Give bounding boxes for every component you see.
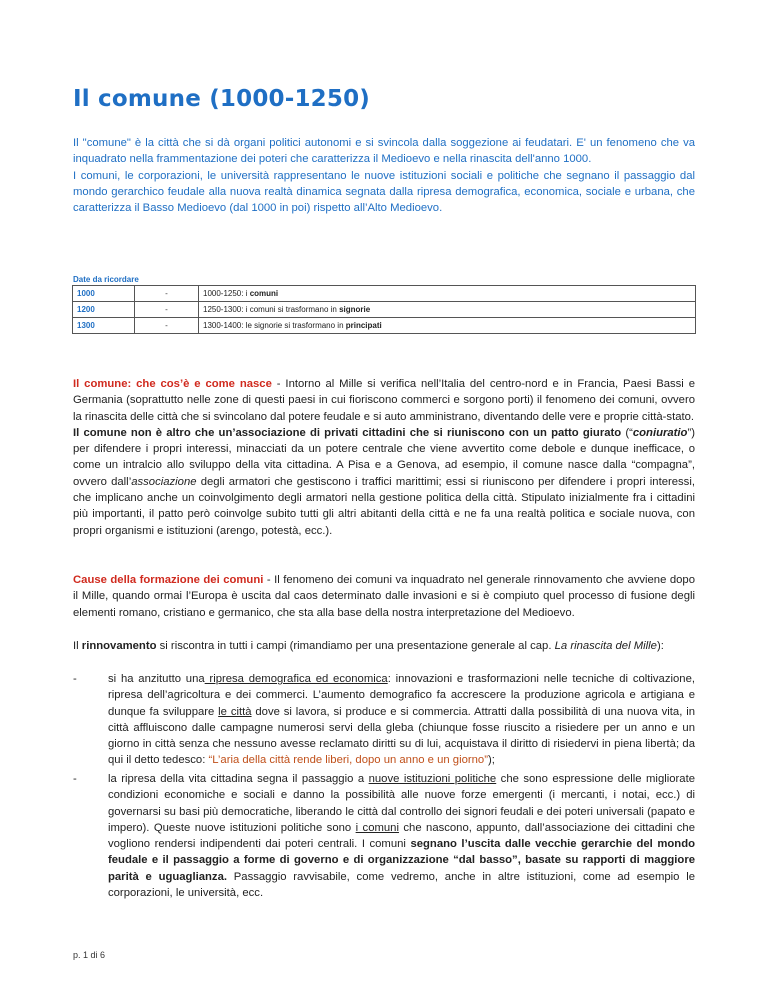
date-description: 1250-1300: i comuni si trasformano in signorie: [199, 302, 696, 318]
section-comune-definition: [73, 376, 695, 539]
bullet-text: si ha anzitutto una ripresa demografica ed economica: innovazioni e trasformazioni nelle tecniche di coltivazione, ripresa dell’agricoltura e dei commerci. L’aumento demografico fa accrescere la produzione agricola e artigiana e dunque fa sviluppare le città dove si lavora, si produce e si commercia. Attratti dalla possibilità di una nuova vita, in città affluiscono dalle campagne numerosi servi della gleba (chiunque fosse riuscito a risiedere per un anno e un giorno in città senza che nessuno avesse reclamato diritti su di lui, acquistava il diritto di risiedervi in piena libertà; da qui il detto tedesco: “L’aria della città rende liberi, dopo un anno e un giorno”);: [108, 673, 695, 767]
date-dash: -: [135, 302, 199, 318]
dates-table: [72, 285, 696, 334]
date-dash: -: [135, 318, 199, 334]
date-year: 1300: [73, 318, 135, 334]
section-paragraph: Il rinnovamento si riscontra in tutti i campi (rimandiamo per una presentazione generale al cap. La rinascita del Mille):: [73, 640, 664, 652]
bullet-text: la ripresa della vita cittadina segna il passaggio a nuove istituzioni politiche che sono espressione delle migliorate condizioni economiche e sociali e danno la possibilità alle nuove forze emergenti (i mercanti, i notai, ecc.) di governarsi su basi più democratiche, liberando le città dal controllo dei signori feudali e dei poteri universali (papato e impero). Queste nuove istituzioni politiche sono i comuni che nascono, appunto, dall’associazione dei cittadini che vogliono rendersi indipendenti dai poteri centrali. I comuni segnano l’uscita dalle vecchie gerarchie del mondo feudale e il passaggio a forme di governo e di organizzazione “dal basso”, basate su rapporti di maggiore parità e uguaglianza. Passaggio ravvisabile, come vedremo, anche in altre istituzioni, come ad esempio le corporazioni, le università, ecc.: [108, 773, 695, 900]
page-number: p. 1 di 6: [73, 950, 106, 960]
table-row: [73, 286, 696, 302]
section-heading: Il comune: che cos’è e come nasce: [73, 378, 272, 390]
date-description: 1000-1250: i comuni: [199, 286, 696, 302]
quote-text: “L’aria della città rende liberi, dopo un anno e un giorno”: [208, 754, 488, 767]
intro-paragraph-1: Il "comune" è la città che si dà organi politici autonomi e si svincola dalla soggezione ai feudatari. E' un fenomeno che va inquadrato nella frammentazione dei poteri che caratterizza il Medioevo e nella rinascita dell'anno 1000.: [73, 137, 695, 166]
section-causes: [73, 572, 695, 621]
date-dash: -: [135, 286, 199, 302]
date-description: 1300-1400: le signorie si trasformano in principati: [199, 318, 696, 334]
section-paragraph: Cause della formazione dei comuni - Il fenomeno dei comuni va inquadrato nel generale rinnovamento che avviene dopo il Mille, quando ormai l’Europa è uscita dal caos determinato dalle invasioni e si è compiuto quel processo di fusione degli elementi romano, cristiano e germanico, che sta alla base della nostra interpretazione del Medioevo.: [73, 574, 695, 619]
intro-paragraph-2: I comuni, le corporazioni, le università rappresentano le nuove istituzioni sociali e politiche che segnano il passaggio dal mondo gerarchico feudale alla nuova realtà dinamica segnata dalla ripresa demografica, economica, sociale e urbana, che caratterizza il Basso Medioevo (dal 1000 in poi) rispetto all’Alto Medioevo.: [73, 169, 695, 215]
page-title: Il comune (1000-1250): [73, 86, 371, 112]
date-year: 1000: [73, 286, 135, 302]
date-year: 1200: [73, 302, 135, 318]
section-heading: Cause della formazione dei comuni: [73, 574, 264, 586]
section-paragraph: Il comune: che cos’è e come nasce - Intorno al Mille si verifica nell’Italia del centro-nord e in Francia, Paesi Bassi e Germania (soprattutto nelle zone di questi paesi in cui fioriscono commerci e sorgono porti) il fenomeno dei comuni, ovvero la rinascita delle città che si svincolano dal potere feudale e si auto amministrano, diventando delle vere e proprie città-stato.: [73, 378, 695, 423]
intro-block: [73, 135, 695, 216]
table-row: [73, 318, 696, 334]
list-item: [73, 671, 695, 769]
section-renewal: [73, 638, 695, 654]
bullet-dash: -: [73, 773, 77, 785]
list-item: [73, 771, 695, 901]
table-row: [73, 302, 696, 318]
bullet-dash: -: [73, 673, 77, 685]
dates-label: Date da ricordare: [73, 275, 139, 284]
section-paragraph: Il comune non è altro che un’associazione di privati cittadini che si riuniscono con un patto giurato (“coniuratio”) per difendere i propri interessi, minacciati da un potere centrale che viene avvertito come debole e dunque inefficace, o come un intralcio allo sviluppo della vita cittadina. A Pisa e a Genova, ad esempio, il comune nasce dalla “compagna”, ovvero dall’associazione degli armatori che gestiscono i traffici marittimi; essi si riuniscono per difendere i propri interessi, che implicano anche un coinvolgimento degli armatori nella gestione politica della città. Stipulato inizialmente fra i cittadini più importanti, il patto però coinvolge subito tutti gli altri abitanti della città e ne fa una realtà politica e sociale nuova, con propri organismi e istituzioni (arengo, potestà, ecc.).: [73, 426, 695, 537]
